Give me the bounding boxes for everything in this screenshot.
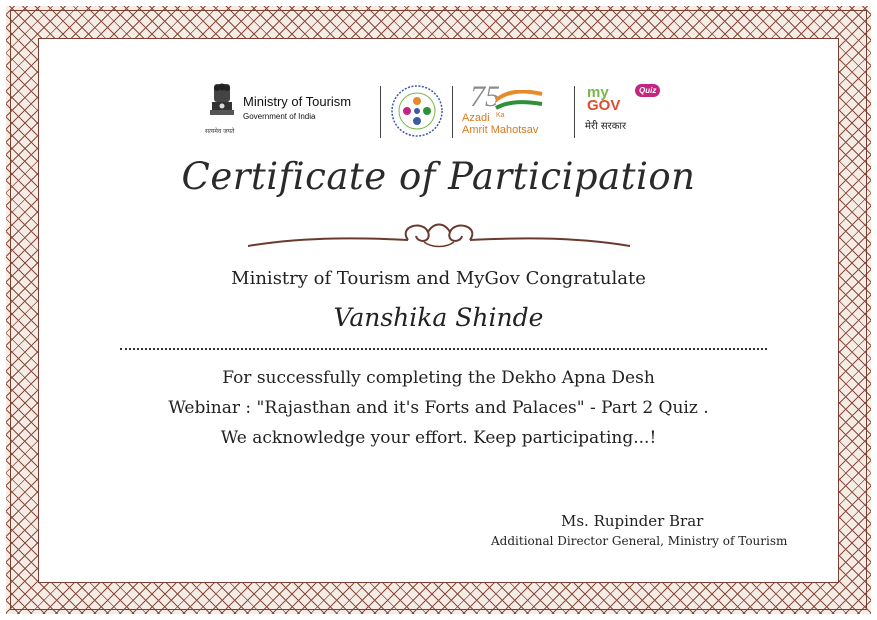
certificate-title: Certificate of Participation: [181, 155, 696, 198]
azadi-ka: Ka: [496, 112, 505, 119]
tricolour-swoosh-icon: [494, 90, 544, 110]
ek-bharat-circle-logo-icon: [390, 84, 444, 138]
flourish-divider-icon: [248, 216, 630, 252]
body-line-1: For successfully completing the Dekho Apna Desh: [222, 368, 655, 388]
congratulate-line: Ministry of Tourism and MyGov Congratulate: [231, 268, 646, 289]
signatory-name: Ms. Rupinder Brar: [561, 512, 704, 530]
ministry-title: Ministry of Tourism: [243, 94, 352, 109]
body-line-3: We acknowledge your effort. Keep participating...!: [220, 428, 657, 448]
mygov-quiz-badge: Quiz: [635, 84, 660, 97]
azadi-line-1: Azadi: [462, 112, 490, 124]
mygov-hindi-tagline: मेरी सरकार: [585, 121, 627, 132]
azadi-75-number: 75: [470, 80, 500, 113]
logo-divider: [380, 86, 381, 138]
azadi-ka-amrit-mahotsav-logo: [462, 82, 562, 142]
mygov-quiz-logo: [583, 82, 683, 142]
name-underline: [120, 348, 767, 350]
ministry-subtitle: Government of India: [243, 112, 316, 121]
logo-divider: [452, 86, 453, 138]
body-line-2: Webinar : "Rajasthan and it's Forts and Palaces" - Part 2 Quiz .: [168, 398, 709, 418]
azadi-line-2: Amrit Mahotsav: [462, 124, 539, 136]
recipient-name: Vanshika Shinde: [333, 303, 544, 332]
logo-divider: [574, 86, 575, 138]
signatory-designation: Additional Director General, Ministry of Tourism: [491, 534, 788, 548]
mygov-my-text: my: [587, 84, 609, 101]
mygov-gov-text: GOV: [587, 97, 621, 114]
logo-row: [205, 82, 685, 144]
emblem-motto: सत्यमेव जयते: [205, 128, 235, 135]
